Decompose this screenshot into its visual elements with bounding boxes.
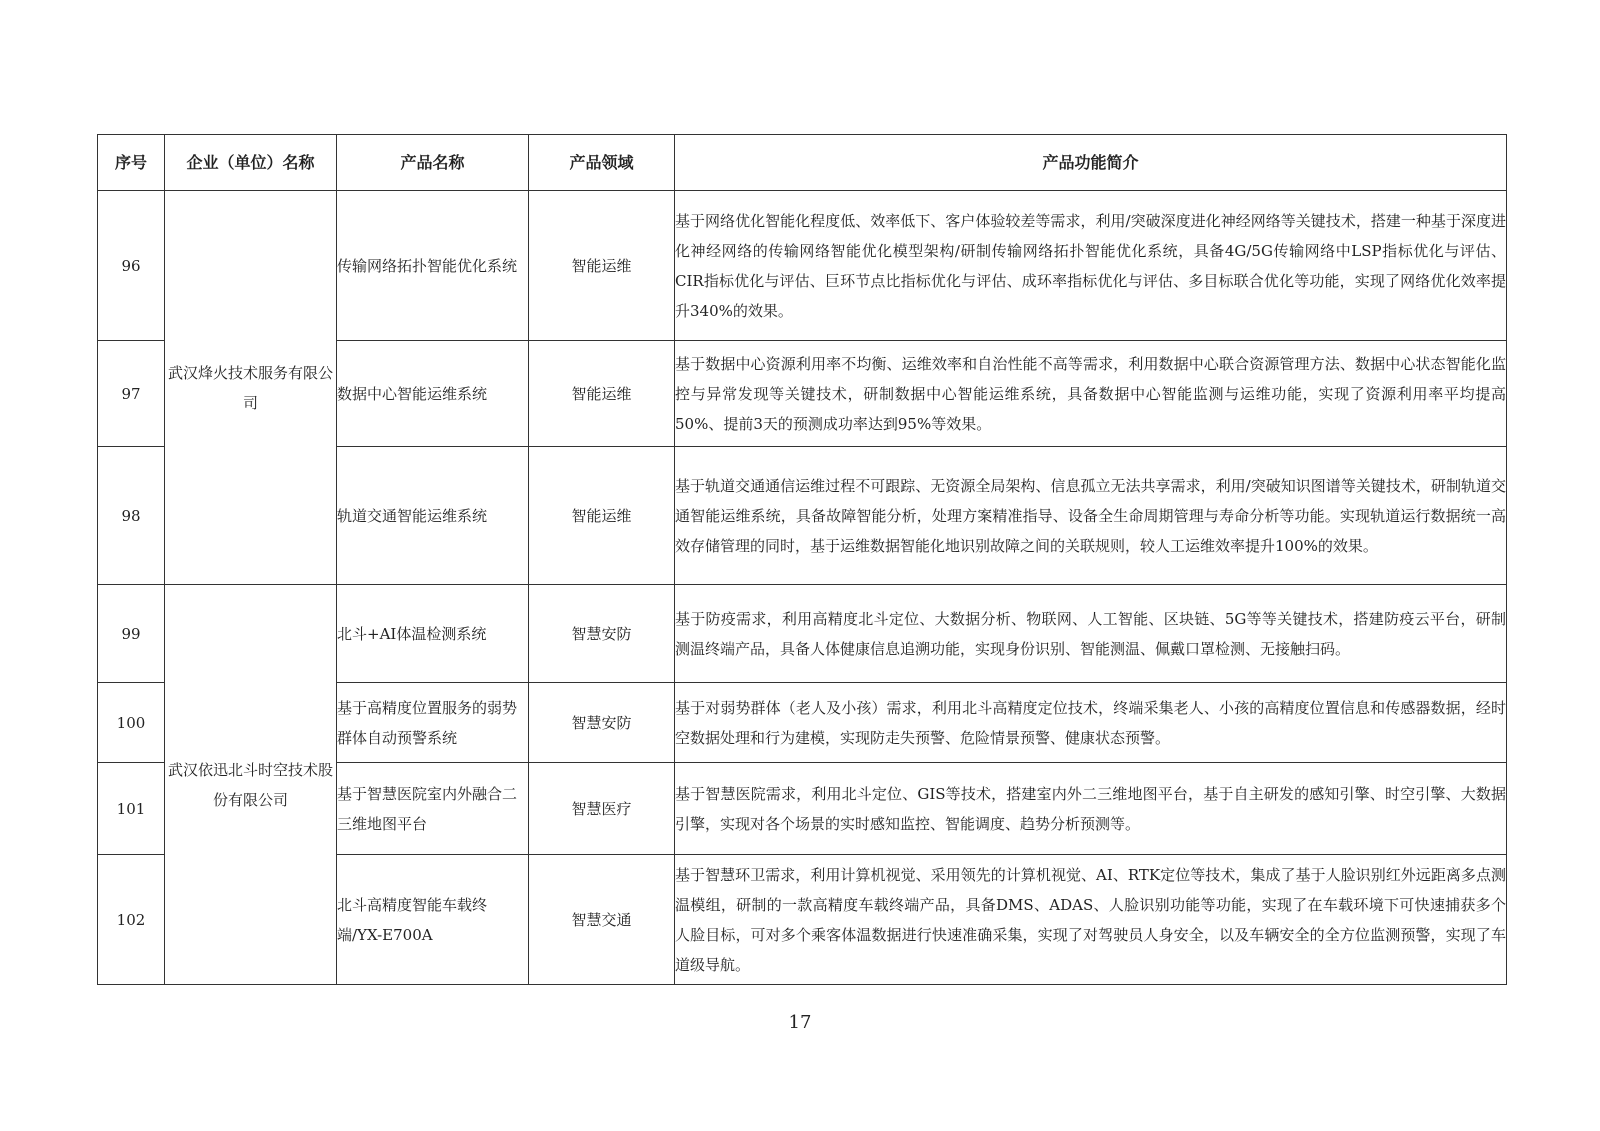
product-description: 基于防疫需求，利用高精度北斗定位、大数据分析、物联网、人工智能、区块链、5G等等关键技术，搭建防疫云平台，研制测温终端产品，具备人体健康信息追溯功能，实现身份识别、智能测温、佩戴口罩检测、无接触扫码。 [675, 585, 1507, 683]
row-seq: 101 [98, 763, 165, 855]
product-field: 智能运维 [529, 191, 675, 341]
catalog-sheet [97, 134, 1506, 985]
row-seq: 99 [98, 585, 165, 683]
row-seq: 97 [98, 341, 165, 447]
company-name: 武汉烽火技术服务有限公司 [165, 191, 337, 585]
product-description: 基于智慧环卫需求，利用计算机视觉、采用领先的计算机视觉、AI、RTK定位等技术，集成了基于人脸识别红外远距离多点测温模组，研制的一款高精度车载终端产品，具备DMS、ADAS、人脸识别功能等功能，实现了在车载环境下可快速捕获多个人脸目标，可对多个乘客体温数据进行快速准确采集，实现了对驾驶员人身安全，以及车辆安全的全方位监测预警，实现了车道级导航。 [675, 855, 1507, 985]
page-number: 17 [788, 1012, 812, 1033]
table-row [98, 585, 1507, 683]
product-catalog-table [97, 134, 1507, 985]
row-seq: 102 [98, 855, 165, 985]
product-field: 智能运维 [529, 447, 675, 585]
product-field: 智慧安防 [529, 585, 675, 683]
product-name: 北斗+AI体温检测系统 [337, 585, 529, 683]
product-description: 基于对弱势群体（老人及小孩）需求，利用北斗高精度定位技术，终端采集老人、小孩的高精度位置信息和传感器数据，经时空数据处理和行为建模，实现防走失预警、危险情景预警、健康状态预警。 [675, 683, 1507, 763]
table-row [98, 191, 1507, 341]
product-name: 北斗高精度智能车载终端/YX-E700A [337, 855, 529, 985]
row-seq: 96 [98, 191, 165, 341]
product-name: 基于高精度位置服务的弱势群体自动预警系统 [337, 683, 529, 763]
row-seq: 98 [98, 447, 165, 585]
table-header-row [98, 135, 1507, 191]
product-name: 轨道交通智能运维系统 [337, 447, 529, 585]
product-description: 基于数据中心资源利用率不均衡、运维效率和自治性能不高等需求，利用数据中心联合资源管理方法、数据中心状态智能化监控与异常发现等关键技术，研制数据中心智能运维系统，具备数据中心智能监测与运维功能，实现了资源利用率平均提高50%、提前3天的预测成功率达到95%等效果。 [675, 341, 1507, 447]
product-field: 智慧交通 [529, 855, 675, 985]
product-name: 数据中心智能运维系统 [337, 341, 529, 447]
product-description: 基于轨道交通通信运维过程不可跟踪、无资源全局架构、信息孤立无法共享需求，利用/突破知识图谱等关键技术，研制轨道交通智能运维系统，具备故障智能分析，处理方案精准指导、设备全生命周期管理与寿命分析等功能。实现轨道运行数据统一高效存储管理的同时，基于运维数据智能化地识别故障之间的关联规则，较人工运维效率提升100%的效果。 [675, 447, 1507, 585]
product-field: 智慧安防 [529, 683, 675, 763]
header-seq: 序号 [98, 135, 165, 191]
header-company: 企业（单位）名称 [165, 135, 337, 191]
header-description: 产品功能简介 [675, 135, 1507, 191]
product-field: 智能运维 [529, 341, 675, 447]
product-description: 基于智慧医院需求，利用北斗定位、GIS等技术，搭建室内外二三维地图平台，基于自主研发的感知引擎、时空引擎、大数据引擎，实现对各个场景的实时感知监控、智能调度、趋势分析预测等。 [675, 763, 1507, 855]
product-name: 传输网络拓扑智能优化系统 [337, 191, 529, 341]
company-name: 武汉依迅北斗时空技术股份有限公司 [165, 585, 337, 985]
header-field: 产品领域 [529, 135, 675, 191]
header-product: 产品名称 [337, 135, 529, 191]
product-name: 基于智慧医院室内外融合二三维地图平台 [337, 763, 529, 855]
product-description: 基于网络优化智能化程度低、效率低下、客户体验较差等需求，利用/突破深度进化神经网络等关键技术，搭建一种基于深度进化神经网络的传输网络智能优化模型架构/研制传输网络拓扑智能优化系统，具备4G/5G传输网络中LSP指标优化与评估、CIR指标优化与评估、巨环节点比指标优化与评估、成环率指标优化与评估、多目标联合优化等功能，实现了网络优化效率提升340%的效果。 [675, 191, 1507, 341]
product-field: 智慧医疗 [529, 763, 675, 855]
row-seq: 100 [98, 683, 165, 763]
